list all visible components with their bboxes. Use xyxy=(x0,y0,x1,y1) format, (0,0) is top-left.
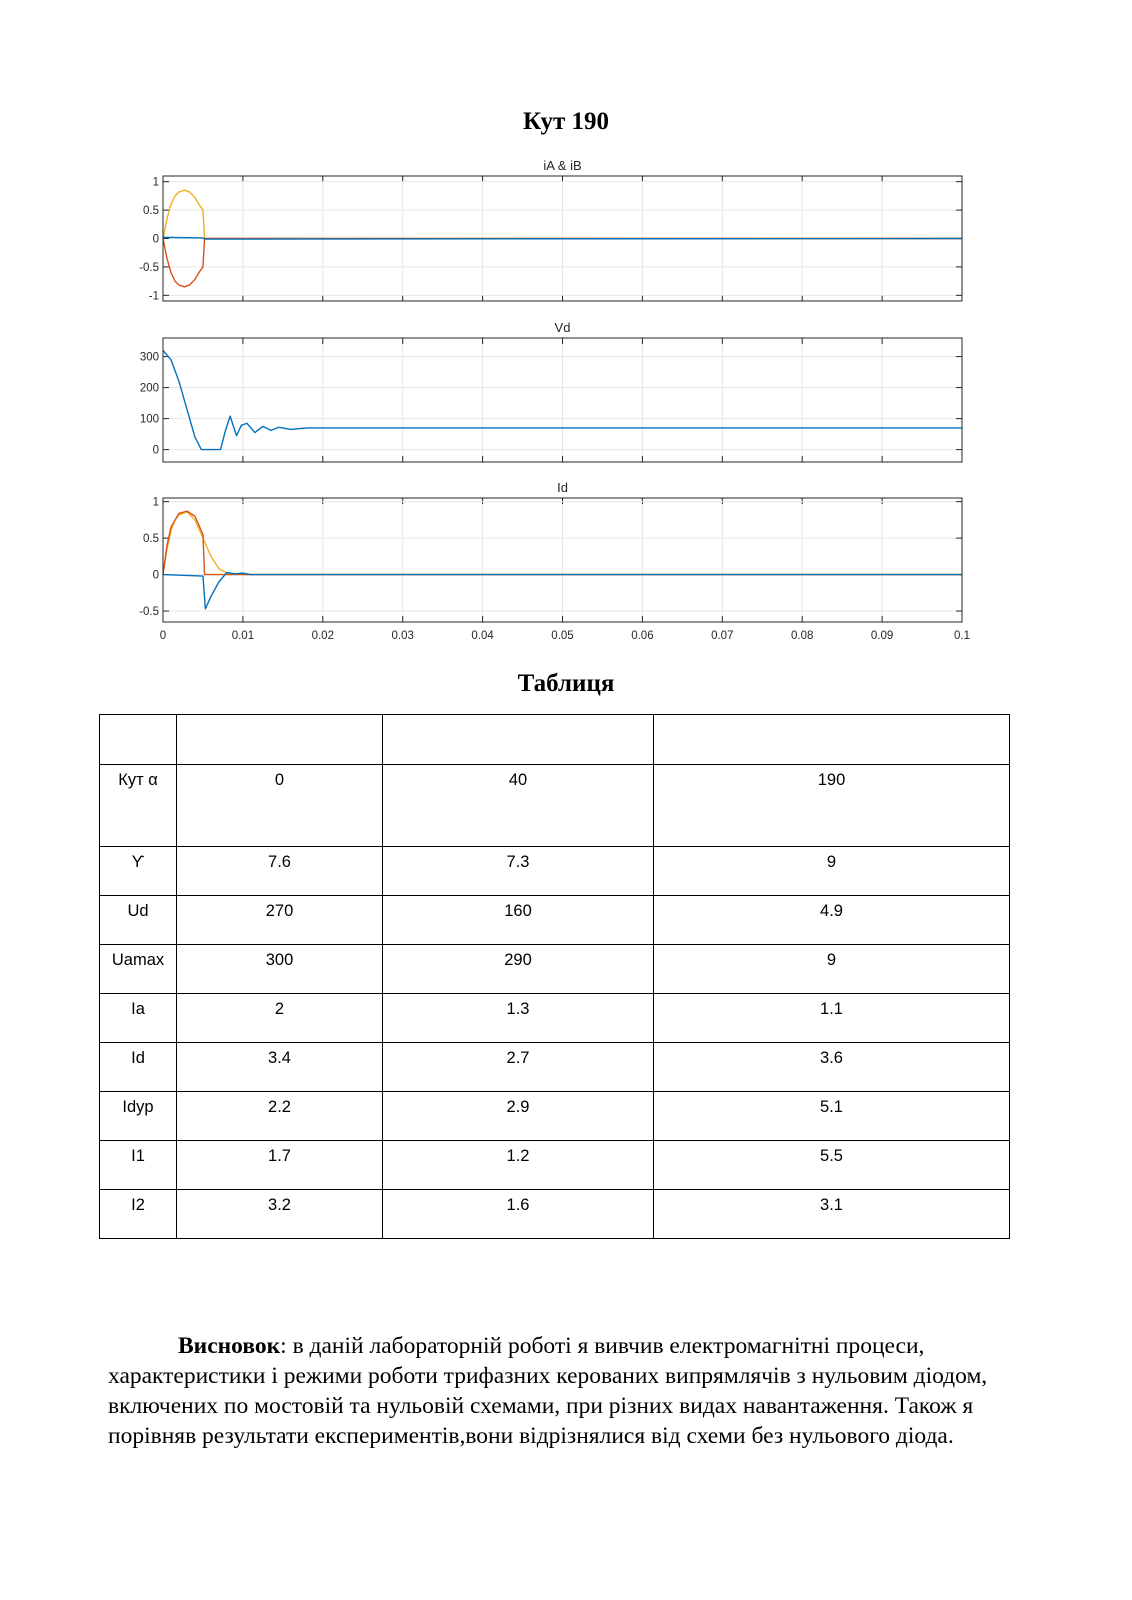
table-cell: 40 xyxy=(383,765,654,847)
plot-2 xyxy=(140,320,962,462)
plot-title: Id xyxy=(557,480,568,495)
table-cell: Idyp xyxy=(100,1092,177,1141)
table-cell: 3.6 xyxy=(654,1043,1010,1092)
x-tick-label: 0.04 xyxy=(471,630,494,642)
plot-title: Vd xyxy=(554,320,571,335)
table-cell: 1.1 xyxy=(654,994,1010,1043)
y-tick-label: 0 xyxy=(152,233,159,246)
table-cell: 3.2 xyxy=(177,1190,383,1239)
plot-title: iA & iB xyxy=(543,158,582,173)
table-cell: 1.3 xyxy=(383,994,654,1043)
table-cell xyxy=(383,715,654,765)
x-tick-label: 0.03 xyxy=(391,630,414,642)
y-tick-label: 100 xyxy=(139,413,159,426)
x-tick-label: 0.06 xyxy=(631,630,654,642)
plot-3 xyxy=(139,480,970,642)
y-tick-label: 0.5 xyxy=(143,533,159,546)
table-cell: Uamax xyxy=(100,945,177,994)
table-cell: 7.6 xyxy=(177,847,383,896)
table-row xyxy=(100,896,1010,945)
y-tick-label: 1 xyxy=(152,176,159,189)
figure xyxy=(0,0,1132,700)
conclusion-lead: Висновок xyxy=(178,1333,281,1359)
table-row xyxy=(100,945,1010,994)
table-row xyxy=(100,1043,1010,1092)
y-tick-label: -0.5 xyxy=(139,606,159,619)
table-cell: 5.5 xyxy=(654,1141,1010,1190)
y-tick-label: -1 xyxy=(148,290,159,303)
table-cell: 1.2 xyxy=(383,1141,654,1190)
table-cell: 300 xyxy=(177,945,383,994)
table-cell: ϒ xyxy=(100,847,177,896)
table-cell xyxy=(654,715,1010,765)
table-caption: Таблиця xyxy=(517,670,615,697)
table-row xyxy=(100,765,1010,847)
table-cell: 190 xyxy=(654,765,1010,847)
y-tick-label: 0.5 xyxy=(143,205,159,218)
page-heading: Кут 190 xyxy=(522,108,610,135)
x-tick-label: 0.07 xyxy=(711,630,734,642)
table-cell: 4.9 xyxy=(654,896,1010,945)
x-tick-label: 0.08 xyxy=(791,630,814,642)
y-tick-label: 0 xyxy=(152,444,159,457)
table-row xyxy=(100,1092,1010,1141)
table-cell: 2.2 xyxy=(177,1092,383,1141)
table-cell: 270 xyxy=(177,896,383,945)
plot-1 xyxy=(139,158,962,302)
table-cell: Ia xyxy=(100,994,177,1043)
table-row xyxy=(100,1190,1010,1239)
table-row xyxy=(100,1141,1010,1190)
table-cell: Ud xyxy=(100,896,177,945)
y-tick-label: 0 xyxy=(152,569,159,582)
x-tick-label: 0 xyxy=(159,630,167,642)
x-tick-label: 0.1 xyxy=(954,630,970,642)
results-table xyxy=(99,714,1010,1239)
table-cell: 9 xyxy=(654,945,1010,994)
table-cell: Кут α xyxy=(100,765,177,847)
table-cell xyxy=(100,715,177,765)
table-cell: 290 xyxy=(383,945,654,994)
table-cell: 5.1 xyxy=(654,1092,1010,1141)
conclusion-paragraph xyxy=(108,1331,1028,1451)
table-cell: 3.1 xyxy=(654,1190,1010,1239)
x-tick-label: 0.02 xyxy=(311,630,334,642)
table-row xyxy=(100,715,1010,765)
table-cell: Id xyxy=(100,1043,177,1092)
x-tick-label: 0.09 xyxy=(870,630,894,642)
table-cell: 3.4 xyxy=(177,1043,383,1092)
x-tick-label: 0.05 xyxy=(551,630,574,642)
table-row xyxy=(100,994,1010,1043)
y-tick-label: 1 xyxy=(152,496,159,509)
table-cell: 0 xyxy=(177,765,383,847)
table-cell: 160 xyxy=(383,896,654,945)
table-cell xyxy=(177,715,383,765)
table-cell: I2 xyxy=(100,1190,177,1239)
table-cell: 1.7 xyxy=(177,1141,383,1190)
table-row xyxy=(100,847,1010,896)
table-cell: 9 xyxy=(654,847,1010,896)
y-tick-label: 300 xyxy=(139,351,159,364)
y-tick-label: 200 xyxy=(139,382,159,395)
table-cell: 1.6 xyxy=(383,1190,654,1239)
conclusion-text: : в даній лабораторній роботі я вивчив електромагнітні процеси, характеристики і режими роботи трифазних керованих випрямлячів з нульовим діодом, включених по мостовій та нульовій схемами, при різних видах навантаження. Також я порівняв результати експериментів,вони відрізнялися від схеми без нульового діода. xyxy=(108,1333,988,1449)
table-cell: I1 xyxy=(100,1141,177,1190)
y-tick-label: -0.5 xyxy=(139,261,159,274)
table-cell: 7.3 xyxy=(383,847,654,896)
x-tick-label: 0.01 xyxy=(231,630,255,642)
table-cell: 2.9 xyxy=(383,1092,654,1141)
table-cell: 2.7 xyxy=(383,1043,654,1092)
table-cell: 2 xyxy=(177,994,383,1043)
